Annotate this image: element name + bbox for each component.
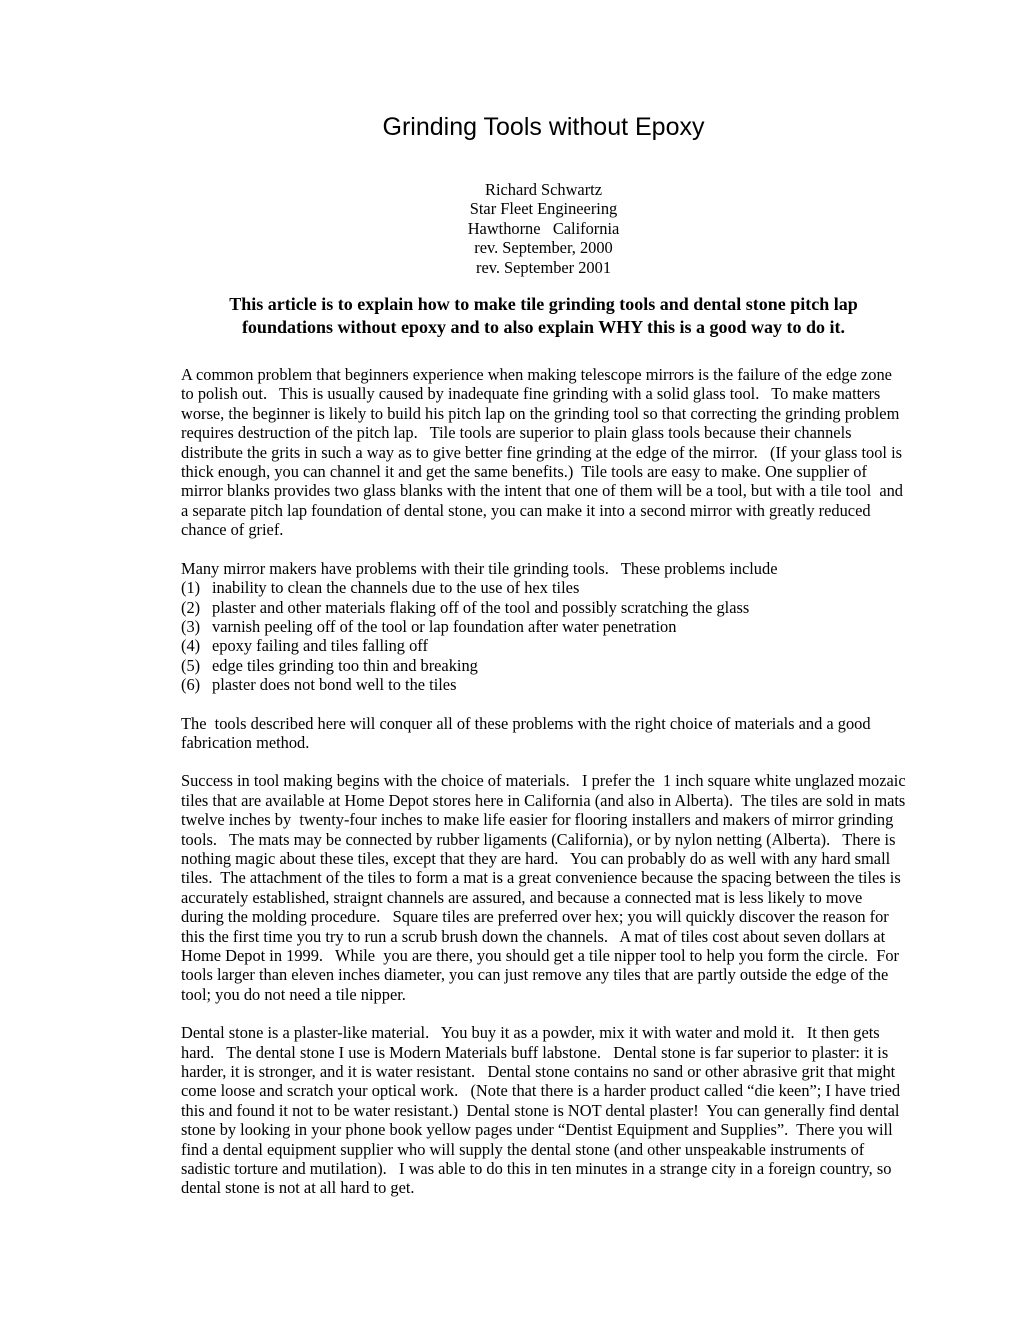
list-item: [181, 598, 906, 617]
paragraph-materials: Success in tool making begins with the choice of materials. I prefer the 1 inch square white unglazed mozaic tiles that are available at Home Depot stores here in California (and also in Alberta). The tiles are sold in mats twelve inches by twenty-four inches to make life easier for flooring installers and makers of mirror grinding tools. The mats may be connected by rubber ligaments (California), or by nylon netting (Alberta). There is nothing magic about these tiles, except that they are hard. You can probably do as well with any hard small tiles. The attachment of the tiles to form a mat is a great convenience because the spacing between the tiles is accurately established, straignt channels are assured, and because a connected mat is less likely to move during the molding procedure. Square tiles are preferred over hex; you will quickly discover the reason for this the first time you try to run a scrub brush down the channels. A mat of tiles cost about seven dollars at Home Depot in 1999. While you are there, you should get a tile nipper tool to help you form the circle. For tools larger than eleven inches diameter, you can just remove any tiles that are partly outside the edge of the tool; you do not need a tile nipper.: [181, 771, 910, 1004]
list-item-number: (5): [181, 655, 201, 675]
paragraph-dental-stone: Dental stone is a plaster-like material. You buy it as a powder, mix it with water and mold it. It then gets hard. The dental stone I use is Modern Materials buff labstone. Dental stone is far superior to plaster: it is harder, it is stronger, and it is water resistant. Dental stone contains no sand or other abrasive grit that might come loose and scratch your optical work. (Note that there is a harder product called “die keen”; I have tried this and found it not to be water resistant.) Dental stone is NOT dental plaster! You can generally find dental stone by looking in your phone book yellow pages under “Dentist Equipment and Supplies”. There you will find a dental equipment supplier who will supply the dental stone (and other unspeakable instruments of sadistic torture and mutilation). I was able to do this in ten minutes in a strange city in a foreign country, so dental stone is not at all hard to get.: [181, 1023, 905, 1198]
document-title: Grinding Tools without Epoxy: [382, 113, 705, 141]
list-item: [181, 578, 906, 597]
list-item-number: (6): [181, 675, 201, 695]
list-item-number: (1): [181, 578, 201, 598]
list-item: [181, 617, 906, 636]
list-item-number: (3): [181, 616, 201, 636]
author-name: Richard Schwartz: [485, 180, 602, 199]
list-item-text: plaster does not bond well to the tiles: [212, 675, 457, 695]
paragraph-intro: A common problem that beginners experience when making telescope mirrors is the failure of the edge zone to polish out. This is usually caused by inadequate fine grinding with a solid glass tool. To make matters worse, the beginner is likely to build his pitch lap on the grinding tool so that correcting the grinding problem requires destruction of the pitch lap. Tile tools are superior to plain glass tools because their channels distribute the grits in such a way as to give better fine grinding at the edge of the mirror. (If your glass tool is thick enough, you can channel it and get the same benefits.) Tile tools are easy to make. One supplier of mirror blanks provides two glass blanks with the intent that one of them will be a tool, but with a tile tool and a separate pitch lap foundation of dental stone, you can make it into a second mirror with greatly reduced chance of grief.: [181, 365, 908, 540]
author-block: [181, 180, 906, 277]
problem-list: [181, 578, 906, 694]
paragraph-problems-intro: Many mirror makers have problems with their tile grinding tools. These problems include: [181, 558, 778, 578]
list-item-number: (4): [181, 636, 201, 656]
revision-line-2: rev. September 2001: [475, 257, 612, 277]
author-organization: Star Fleet Engineering: [469, 199, 618, 219]
abstract-heading: This article is to explain how to make tile grinding tools and dental stone pitch lap foundations without epoxy and to also explain WHY this is a good way to do it.: [229, 294, 863, 338]
list-item: [181, 656, 906, 675]
author-location: Hawthorne California: [467, 218, 620, 238]
paragraph-solution: The tools described here will conquer all of these problems with the right choice of materials and a good fabrication method.: [181, 713, 875, 752]
revision-line-1: rev. September, 2000: [474, 238, 613, 258]
list-item-text: varnish peeling off of the tool or lap foundation after water penetration: [212, 616, 677, 636]
list-item-number: (2): [181, 597, 201, 617]
list-item-text: inability to clean the channels due to the use of hex tiles: [212, 578, 580, 598]
list-item: [181, 636, 906, 655]
list-item-text: epoxy failing and tiles falling off: [212, 636, 428, 656]
list-item-text: edge tiles grinding too thin and breaking: [212, 655, 478, 675]
list-item: [181, 675, 906, 694]
list-item-text: plaster and other materials flaking off of the tool and possibly scratching the glass: [212, 597, 750, 617]
